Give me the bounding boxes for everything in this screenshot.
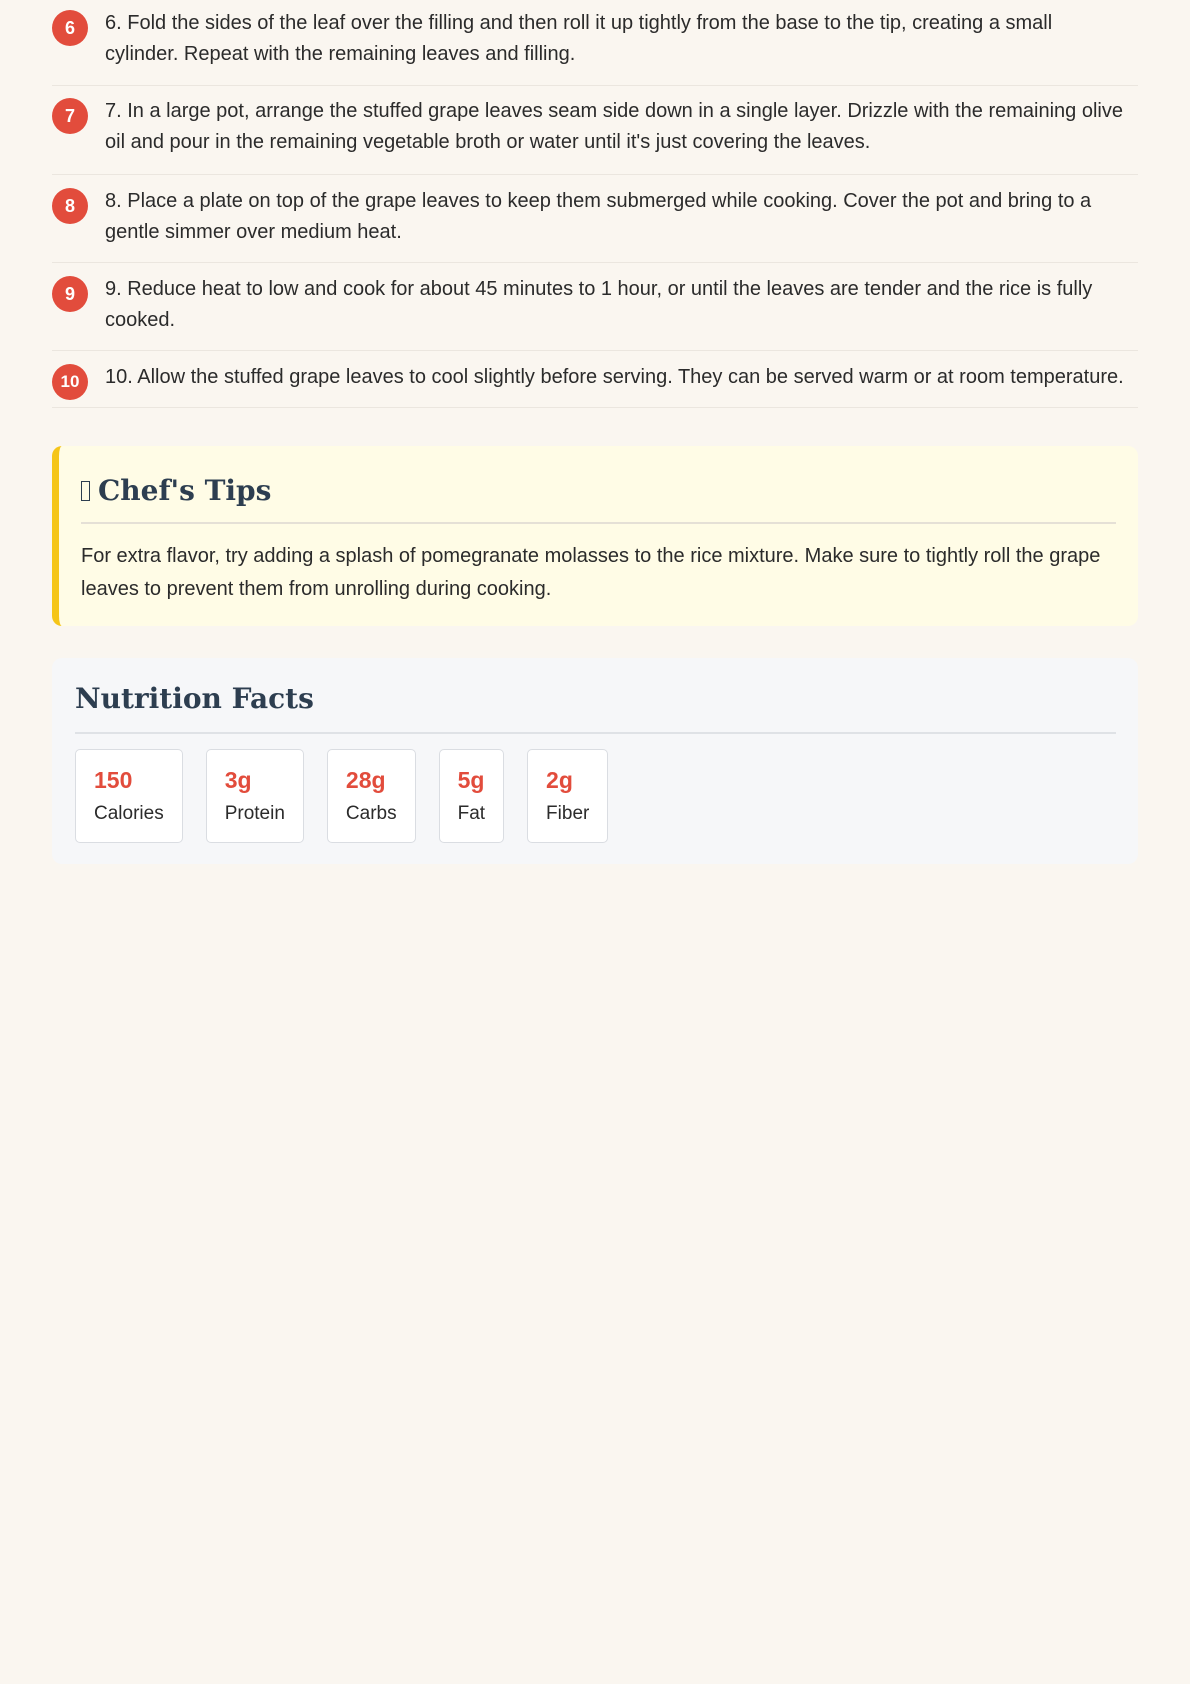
step-number-badge: 6 — [52, 10, 88, 46]
step-text: 7. In a large pot, arrange the stuffed grape leaves seam side down in a single layer. Drizzle with the remaining olive oil and pour in the remaining vegetable broth or water until it's just covering the leaves. — [105, 100, 1123, 153]
step-number-badge: 10 — [52, 364, 88, 400]
step-text: 6. Fold the sides of the leaf over the filling and then roll it up tightly from the base to the tip, creating a small cylinder. Repeat with the remaining leaves and filling. — [105, 12, 1053, 65]
nutrition-facts-panel — [52, 658, 1138, 864]
chefs-tips-panel — [52, 446, 1138, 626]
nutrition-value: 3g — [224, 767, 252, 793]
instruction-step — [52, 86, 1138, 175]
recipe-page — [52, 0, 1138, 864]
nutrition-fact-calories — [75, 749, 183, 843]
instruction-step — [52, 351, 1138, 408]
nutrition-label: Protein — [224, 803, 285, 824]
nutrition-value: 5g — [457, 767, 485, 793]
nutrition-fact-protein — [206, 749, 304, 843]
nutrition-facts-title: Nutrition Facts — [75, 682, 1116, 734]
missing-glyph-icon — [81, 481, 90, 501]
chefs-tips-heading — [81, 470, 1116, 524]
step-text: 8. Place a plate on top of the grape leaves to keep them submerged while cooking. Cover the pot and bring to a gentle simmer over medium heat. — [105, 190, 1092, 243]
nutrition-fact-fat — [439, 749, 504, 843]
step-number-badge: 7 — [52, 98, 88, 134]
nutrition-value: 28g — [345, 767, 386, 793]
nutrition-label: Fiber — [546, 803, 590, 824]
chefs-tips-title: Chef's Tips — [98, 473, 272, 507]
nutrition-fact-fiber — [527, 749, 608, 843]
instruction-step — [52, 263, 1138, 351]
chefs-tips-text: For extra flavor, try adding a splash of pomegranate molasses to the rice mixture. Make sure to tightly roll the grape leaves to prevent them from unrolling during cooking. — [81, 545, 1101, 600]
nutrition-value: 2g — [546, 767, 573, 793]
instruction-step — [52, 175, 1138, 263]
nutrition-label: Calories — [94, 803, 164, 824]
step-number-badge: 9 — [52, 276, 88, 312]
step-text: 9. Reduce heat to low and cook for about 45 minutes to 1 hour, or until the leaves are tender and the rice is fully cooked. — [105, 278, 1093, 331]
step-number-badge: 8 — [52, 188, 88, 224]
nutrition-facts-list — [75, 749, 1116, 843]
instructions-list — [52, 0, 1138, 408]
nutrition-label: Carbs — [345, 803, 397, 824]
instruction-step — [52, 0, 1138, 86]
step-text: 10. Allow the stuffed grape leaves to cool slightly before serving. They can be served warm or at room temperature. — [105, 366, 1124, 388]
nutrition-label: Fat — [457, 803, 486, 824]
nutrition-fact-carbs — [327, 749, 416, 843]
nutrition-value: 150 — [94, 767, 133, 793]
